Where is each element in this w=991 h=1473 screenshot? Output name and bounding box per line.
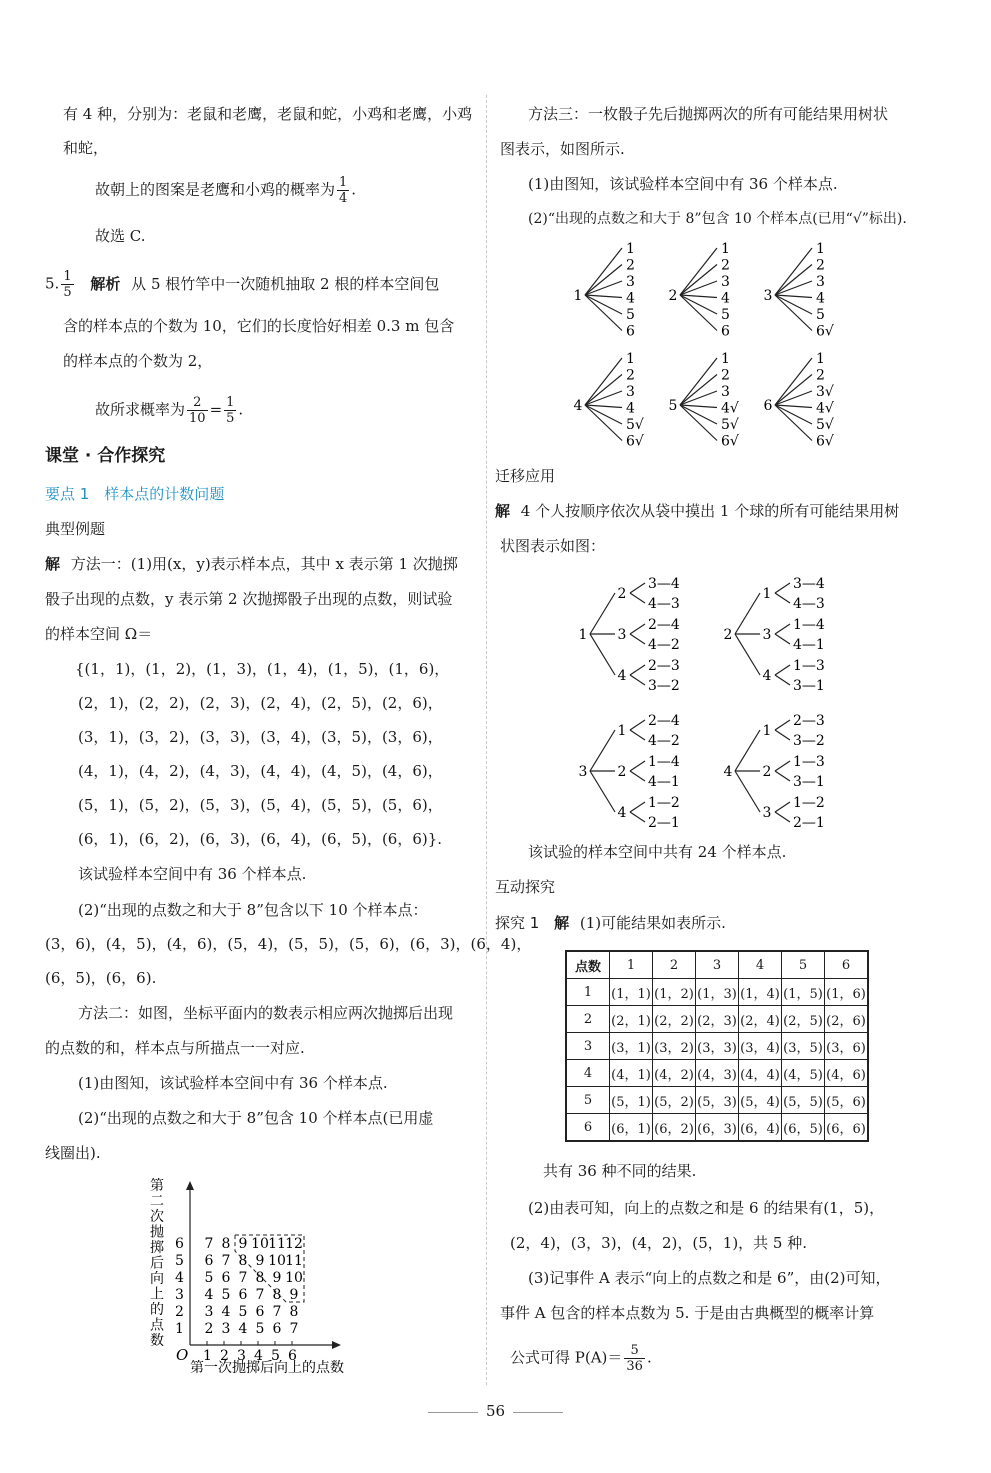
grid-cell: 5 bbox=[238, 1304, 248, 1320]
text-line: 方法三：一枚骰子先后抛掷两次的所有可能结果用树状 bbox=[528, 105, 889, 123]
omega-row: (4，1)，(4，2)，(4，3)，(4，4)，(4，5)，(4，6)， bbox=[78, 762, 443, 780]
table-row-header: 2 bbox=[566, 1006, 610, 1033]
text-line: 故选 C. bbox=[95, 227, 146, 245]
grid-cell: 6 bbox=[272, 1321, 282, 1337]
tree-node: 1 bbox=[762, 723, 772, 739]
table-header-cell: 5 bbox=[782, 951, 825, 979]
table-cell: (4，6) bbox=[825, 1060, 869, 1087]
tree-leaf: 2—4 bbox=[648, 713, 680, 729]
table-cell: (6，2) bbox=[653, 1114, 696, 1142]
table-cell: (3，3) bbox=[696, 1033, 739, 1060]
grid-cell: 11 bbox=[285, 1253, 303, 1269]
grid-cells bbox=[205, 1236, 303, 1337]
section-title: 课堂 · 合作探究 bbox=[45, 446, 166, 466]
table-cell: (1，3) bbox=[696, 979, 739, 1006]
table-cell: (6，1) bbox=[610, 1114, 653, 1142]
table-cell: (5，4) bbox=[739, 1087, 782, 1114]
grid-cell: 9 bbox=[272, 1270, 282, 1286]
table-cell: (2，1) bbox=[610, 1006, 653, 1033]
tree-leaf: 5 bbox=[816, 307, 825, 323]
grid-origin: O bbox=[176, 1346, 189, 1364]
tree-root: 3 bbox=[763, 288, 773, 304]
table-cell: (6，3) bbox=[696, 1114, 739, 1142]
dice-tree-figure bbox=[570, 240, 860, 455]
results-table bbox=[565, 950, 869, 1142]
grid-y-label-char: 抛 bbox=[150, 1224, 164, 1241]
tree-leaf: 3 bbox=[626, 384, 635, 400]
grid-y-label-char: 二 bbox=[150, 1193, 164, 1210]
table-row-header: 4 bbox=[566, 1060, 610, 1087]
transfer-line: 解 4 个人按顺序依次从袋中摸出 1 个球的所有可能结果用树 bbox=[495, 502, 900, 520]
text-line: (2)“出现的点数之和大于 8”包含 10 个样本点(已用虚 bbox=[78, 1109, 434, 1127]
grid-cell: 7 bbox=[255, 1287, 265, 1303]
text-line: 状图表示如图： bbox=[500, 537, 606, 555]
grid-cell: 6 bbox=[255, 1304, 265, 1320]
tree-leaf: 2—1 bbox=[793, 815, 825, 831]
grid-y-ticks bbox=[175, 1236, 184, 1337]
solution-label: 解 bbox=[554, 914, 570, 932]
table-cell: (5，3) bbox=[696, 1087, 739, 1114]
grid-cell: 7 bbox=[204, 1236, 214, 1252]
tree-node: 3 bbox=[617, 627, 627, 643]
text-line: (6，5)，(6，6). bbox=[45, 969, 157, 987]
grid-cell: 9 bbox=[238, 1236, 248, 1252]
tree-leaf: 4—3 bbox=[648, 596, 680, 612]
table-header-cell: 2 bbox=[653, 951, 696, 979]
tree-leaf: 3—2 bbox=[793, 733, 825, 749]
table-header-cell: 1 bbox=[610, 951, 653, 979]
tree-leaf: 4√ bbox=[816, 400, 834, 417]
tree-leaf: 1—2 bbox=[648, 795, 680, 811]
table-cell: (2，3) bbox=[696, 1006, 739, 1033]
grid-cell: 11 bbox=[268, 1236, 286, 1252]
tree-leaf: 1 bbox=[626, 241, 635, 257]
table-cell: (2，5) bbox=[782, 1006, 825, 1033]
tree-leaf: 4 bbox=[816, 290, 825, 307]
grid-cell: 10 bbox=[285, 1270, 303, 1286]
grid-cell: 10 bbox=[251, 1236, 269, 1252]
tree-leaf: 4—2 bbox=[648, 733, 680, 749]
tree-leaf: 4—1 bbox=[648, 774, 680, 790]
grid-x-tick: 2 bbox=[220, 1348, 229, 1364]
tree-leaf: 3 bbox=[816, 274, 825, 290]
grid-y-label-char: 次 bbox=[150, 1209, 164, 1225]
page-number: 56 bbox=[485, 1402, 506, 1420]
grid-cell: 4 bbox=[221, 1304, 231, 1320]
grid-y-label-char: 点 bbox=[150, 1317, 164, 1334]
grid-cell: 3 bbox=[221, 1321, 231, 1337]
grid-cell: 9 bbox=[289, 1287, 299, 1303]
table-header-cell: 3 bbox=[696, 951, 739, 979]
text-line: (2)由表可知，向上的点数之和是 6 的结果有(1，5)， bbox=[528, 1199, 885, 1217]
grid-cell: 8 bbox=[238, 1253, 248, 1269]
tree-leaf: 3—4 bbox=[648, 576, 680, 592]
transfer-title: 迁移应用 bbox=[495, 467, 556, 485]
tree-leaf: 6√ bbox=[816, 323, 834, 340]
method1-line: 解 方法一：(1)用(x，y)表示样本点，其中 x 表示第 1 次抛掷 bbox=[45, 555, 458, 573]
grid-cell: 9 bbox=[255, 1253, 265, 1269]
tree-node: 3 bbox=[762, 805, 772, 821]
text-line: 有 4 种，分别为：老鼠和老鹰，老鼠和蛇，小鸡和老鹰，小鸡 bbox=[63, 105, 473, 123]
grid-cell: 7 bbox=[238, 1270, 248, 1286]
table-cell: (6，5) bbox=[782, 1114, 825, 1142]
tree-leaf: 2—1 bbox=[648, 815, 680, 831]
tree-leaf: 2 bbox=[816, 367, 825, 384]
grid-y-label-char: 后 bbox=[150, 1255, 164, 1272]
tree-leaf: 2 bbox=[626, 257, 635, 274]
dice-tree-branch bbox=[764, 351, 834, 450]
ball-tree-branch bbox=[724, 576, 825, 694]
grid-y-tick: 3 bbox=[175, 1287, 184, 1303]
grid-cell: 6 bbox=[204, 1253, 214, 1269]
tree-node: 4 bbox=[762, 668, 772, 684]
formula-line: 公式可得 P(A)＝ $\frac{5}{36}$ . bbox=[510, 1343, 652, 1374]
explore-label: 探究 1 bbox=[495, 914, 540, 932]
tree-node: 3 bbox=[762, 627, 772, 643]
omega-row: (5，1)，(5，2)，(5，3)，(5，4)，(5，5)，(5，6)， bbox=[78, 796, 443, 814]
table-cell: (4，4) bbox=[739, 1060, 782, 1087]
tree-leaf: 6√ bbox=[721, 433, 739, 450]
grid-y-tick: 6 bbox=[175, 1236, 184, 1252]
grid-y-label-char: 掷 bbox=[150, 1240, 164, 1256]
tree-leaf: 3—1 bbox=[793, 678, 825, 694]
grid-cell: 5 bbox=[204, 1270, 214, 1286]
table-cell: (4，2) bbox=[653, 1060, 696, 1087]
tree-root: 5 bbox=[668, 398, 678, 414]
grid-cell: 7 bbox=[289, 1321, 299, 1337]
table-header-cell: 4 bbox=[739, 951, 782, 979]
tree-leaf: 5√ bbox=[626, 417, 644, 433]
tree-leaf: 6 bbox=[721, 323, 730, 340]
dice-tree-branch bbox=[574, 351, 644, 450]
grid-y-tick: 5 bbox=[175, 1253, 184, 1269]
tree-node: 4 bbox=[617, 668, 627, 684]
text-line: 骰子出现的点数，y 表示第 2 次抛掷骰子出现的点数，则试验 bbox=[45, 590, 453, 608]
table-row bbox=[566, 1114, 868, 1142]
tree-leaf: 3—2 bbox=[648, 678, 680, 694]
text: 故朝上的图案是老鹰和小鸡的概率为 bbox=[95, 180, 336, 199]
table-cell: (3，2) bbox=[653, 1033, 696, 1060]
grid-x-tick: 5 bbox=[271, 1348, 280, 1364]
grid-cell: 7 bbox=[221, 1253, 231, 1269]
grid-cell: 2 bbox=[204, 1321, 214, 1337]
tree-node: 1 bbox=[617, 723, 627, 739]
tree-leaf: 3 bbox=[626, 274, 635, 290]
tree-leaf: 4 bbox=[626, 400, 635, 417]
probability-line: 故朝上的图案是老鹰和小鸡的概率为 $\frac{1}{4}$ . bbox=[95, 175, 357, 206]
tree-leaf: 3 bbox=[721, 274, 730, 290]
table-cell: (1，5) bbox=[782, 979, 825, 1006]
text-line: 该试验样本空间中有 36 个样本点. bbox=[78, 865, 307, 883]
tree-root: 1 bbox=[578, 627, 588, 643]
column-divider bbox=[486, 95, 487, 1385]
grid-cell: 10 bbox=[268, 1253, 286, 1269]
tree-leaf: 3—1 bbox=[793, 774, 825, 790]
tree-leaf: 1 bbox=[721, 351, 730, 367]
tree-leaf: 1—3 bbox=[793, 754, 825, 770]
tree-leaf: 4—3 bbox=[793, 596, 825, 612]
table-row-header: 1 bbox=[566, 979, 610, 1006]
text-line: 共有 36 种不同的结果. bbox=[543, 1162, 697, 1180]
tree-leaf: 1—4 bbox=[648, 754, 680, 770]
table-row-header: 3 bbox=[566, 1033, 610, 1060]
tree-leaf: 3 bbox=[721, 384, 730, 400]
table-header-row bbox=[566, 951, 868, 979]
ball-tree-branch bbox=[579, 576, 680, 694]
tree-leaf: 1—3 bbox=[793, 658, 825, 674]
q5-line: 5. $\frac{1}{5}$ 解析 从 5 根竹竿中一次随机抽取 2 根的样本空间包 bbox=[45, 269, 440, 300]
grid-y-label-char: 上 bbox=[150, 1286, 164, 1303]
tree-leaf: 2 bbox=[626, 367, 635, 384]
grid-cell: 8 bbox=[289, 1304, 299, 1320]
table-row bbox=[566, 979, 868, 1006]
grid-cell: 8 bbox=[255, 1270, 265, 1286]
table-row-header: 6 bbox=[566, 1114, 610, 1142]
grid-y-label-char: 数 bbox=[150, 1333, 164, 1349]
grid-cell: 4 bbox=[204, 1287, 214, 1303]
grid-cell: 6 bbox=[221, 1270, 231, 1286]
grid-cell: 8 bbox=[272, 1287, 282, 1303]
table-cell: (5，6) bbox=[825, 1087, 869, 1114]
tree-root: 1 bbox=[573, 288, 583, 304]
grid-cell: 4 bbox=[238, 1321, 248, 1337]
table-cell: (1，6) bbox=[825, 979, 869, 1006]
text-line: 该试验的样本空间中共有 24 个样本点. bbox=[528, 843, 787, 861]
page-footer bbox=[0, 1402, 991, 1420]
omega-row: {(1，1)，(1，2)，(1，3)，(1，4)，(1，5)，(1，6)， bbox=[75, 660, 450, 678]
text-line: (3)记事件 A 表示“向上的点数之和是 6”，由(2)可知， bbox=[528, 1269, 891, 1287]
tree-node: 2 bbox=[617, 764, 627, 780]
table-cell: (4，1) bbox=[610, 1060, 653, 1087]
text-line: 线圈出). bbox=[45, 1144, 101, 1162]
grid-cell: 8 bbox=[221, 1236, 231, 1252]
table-cell: (2，4) bbox=[739, 1006, 782, 1033]
tree-leaf: 4 bbox=[721, 290, 730, 307]
grid-cell: 12 bbox=[285, 1236, 303, 1252]
table-row bbox=[566, 1006, 868, 1033]
text-line: 含的样本点的个数为 10，它们的长度恰好相差 0.3 m 包含 bbox=[63, 317, 455, 335]
tree-root: 4 bbox=[573, 398, 583, 414]
grid-cell: 3 bbox=[204, 1304, 214, 1320]
sum-grid-figure bbox=[140, 1175, 370, 1375]
table-row bbox=[566, 1060, 868, 1087]
tree-leaf: 3√ bbox=[816, 384, 834, 400]
table-cell: (5，2) bbox=[653, 1087, 696, 1114]
tree-leaf: 2—3 bbox=[648, 658, 680, 674]
key-point-title: 要点 1 样本点的计数问题 bbox=[45, 485, 225, 503]
table-cell: (2，6) bbox=[825, 1006, 869, 1033]
grid-cell: 5 bbox=[255, 1321, 265, 1337]
text-line: (1)由图知，该试验样本空间中有 36 个样本点. bbox=[78, 1074, 388, 1092]
table-header-cell: 6 bbox=[825, 951, 869, 979]
tree-leaf: 2 bbox=[721, 367, 730, 384]
tree-leaf: 4 bbox=[626, 290, 635, 307]
table-cell: (1，1) bbox=[610, 979, 653, 1006]
tree-leaf: 1 bbox=[626, 351, 635, 367]
text-line: (1)由图知，该试验样本空间中有 36 个样本点. bbox=[528, 175, 838, 193]
text-line: 和蛇， bbox=[63, 139, 109, 157]
table-cell: (5，5) bbox=[782, 1087, 825, 1114]
grid-y-axis-label bbox=[150, 1178, 165, 1349]
tree-root: 6 bbox=[763, 398, 773, 414]
table-cell: (1，4) bbox=[739, 979, 782, 1006]
tree-node: 4 bbox=[617, 805, 627, 821]
table-cell: (3，6) bbox=[825, 1033, 869, 1060]
grid-x-tick: 6 bbox=[288, 1348, 297, 1364]
interactive-title: 互动探究 bbox=[495, 878, 556, 896]
tree-leaf: 2 bbox=[721, 257, 730, 274]
grid-cell: 6 bbox=[238, 1287, 248, 1303]
question-number: 5. bbox=[45, 274, 60, 293]
table-cell: (3，5) bbox=[782, 1033, 825, 1060]
grid-y-label-char: 的 bbox=[150, 1302, 164, 1318]
grid-x-tick: 4 bbox=[254, 1348, 263, 1364]
tree-node: 2 bbox=[762, 764, 772, 780]
grid-cell: 7 bbox=[272, 1304, 282, 1320]
tree-leaf: 4√ bbox=[721, 400, 739, 417]
tree-leaf: 2 bbox=[816, 257, 825, 274]
tree-leaf: 1 bbox=[816, 351, 825, 367]
omega-row: (3，1)，(3，2)，(3，3)，(3，4)，(3，5)，(3，6)， bbox=[78, 728, 443, 746]
grid-x-label: 第一次抛掷后向上的点数 bbox=[190, 1360, 344, 1375]
text-line: 方法二：如图，坐标平面内的数表示相应两次抛掷后出现 bbox=[78, 1004, 454, 1022]
text-line: (2，4)，(3，3)，(4，2)，(5，1)，共 5 种. bbox=[510, 1234, 808, 1252]
tree-leaf: 5 bbox=[721, 307, 730, 323]
omega-row: (2，1)，(2，2)，(2，3)，(2，4)，(2，5)，(2，6)， bbox=[78, 694, 443, 712]
text-line: (2)“出现的点数之和大于 8”包含以下 10 个样本点： bbox=[78, 901, 428, 919]
grid-y-tick: 1 bbox=[175, 1321, 184, 1337]
table-header-cell: 点数 bbox=[566, 951, 610, 979]
fraction: $\frac{1}{4}$ bbox=[339, 175, 348, 206]
grid-x-tick: 3 bbox=[237, 1348, 246, 1364]
grid-x-tick: 1 bbox=[203, 1348, 212, 1364]
tree-node: 1 bbox=[762, 586, 772, 602]
tree-leaf: 2—4 bbox=[648, 617, 680, 633]
table-cell: (4，5) bbox=[782, 1060, 825, 1087]
grid-cell: 5 bbox=[221, 1287, 231, 1303]
tree-root: 3 bbox=[578, 764, 588, 780]
table-row-header: 5 bbox=[566, 1087, 610, 1114]
tree-root: 2 bbox=[723, 627, 733, 643]
grid-y-tick: 4 bbox=[175, 1270, 184, 1286]
table-cell: (3，1) bbox=[610, 1033, 653, 1060]
tree-leaf: 4—2 bbox=[648, 637, 680, 653]
text-line: (3，6)，(4，5)，(4，6)，(5，4)，(5，5)，(5，6)，(6，3)，(6，4)， bbox=[45, 935, 532, 953]
table-cell: (5，1) bbox=[610, 1087, 653, 1114]
dice-tree-branch bbox=[764, 241, 834, 340]
table-row bbox=[566, 1033, 868, 1060]
tree-node: 2 bbox=[617, 586, 627, 602]
omega-row: (6，1)，(6，2)，(6，3)，(6，4)，(6，5)，(6，6)}. bbox=[78, 830, 443, 848]
table-cell: (1，2) bbox=[653, 979, 696, 1006]
text-line: (2)“出现的点数之和大于 8”包含 10 个样本点(已用“√”标出). bbox=[528, 211, 907, 227]
tree-leaf: 1 bbox=[721, 241, 730, 257]
text-line: 的样本点的个数为 2， bbox=[63, 352, 213, 370]
solution-label: 解 bbox=[45, 555, 61, 573]
explore-line: 探究 1 解 (1)可能结果如表所示. bbox=[495, 914, 726, 932]
subsection-title: 典型例题 bbox=[45, 520, 106, 538]
table-row bbox=[566, 1087, 868, 1114]
tree-leaf: 5 bbox=[626, 307, 635, 323]
table-cell: (4，3) bbox=[696, 1060, 739, 1087]
tree-leaf: 3—4 bbox=[793, 576, 825, 592]
tree-leaf: 6√ bbox=[816, 433, 834, 450]
ball-tree-branch bbox=[724, 713, 825, 831]
tree-leaf: 1—2 bbox=[793, 795, 825, 811]
ball-tree-figure bbox=[575, 568, 875, 833]
tree-leaf: 4—1 bbox=[793, 637, 825, 653]
solution-label: 解 bbox=[495, 502, 511, 520]
text-line: 图表示，如图所示. bbox=[500, 140, 625, 158]
text-line: 事件 A 包含的样本点数为 5. 于是由古典概型的概率计算 bbox=[500, 1304, 875, 1322]
tree-leaf: 5√ bbox=[816, 417, 834, 433]
table-cell: (6，4) bbox=[739, 1114, 782, 1142]
dice-tree-branch bbox=[669, 351, 739, 450]
fraction: $\frac{1}{5}$ bbox=[63, 269, 72, 300]
tree-leaf: 1—4 bbox=[793, 617, 825, 633]
dice-tree-branch bbox=[574, 241, 635, 340]
text-line: 的样本空间 Ω＝ bbox=[45, 625, 153, 643]
tree-leaf: 2—3 bbox=[793, 713, 825, 729]
probability-line: 故所求概率为 $\frac{2}{10}$ = $\frac{1}{5}$ . bbox=[95, 395, 244, 426]
table-cell: (3，4) bbox=[739, 1033, 782, 1060]
grid-y-label-char: 第 bbox=[150, 1178, 164, 1194]
table-cell: (6，6) bbox=[825, 1114, 869, 1142]
ball-tree-branch bbox=[579, 713, 680, 831]
dice-tree-branch bbox=[669, 241, 730, 340]
grid-y-label-char: 向 bbox=[150, 1271, 164, 1287]
text-line: 的点数的和，样本点与所描点一一对应. bbox=[45, 1039, 305, 1057]
analysis-label: 解析 bbox=[90, 274, 121, 293]
tree-leaf: 6 bbox=[626, 323, 635, 340]
grid-y-tick: 2 bbox=[175, 1304, 184, 1320]
tree-root: 4 bbox=[723, 764, 733, 780]
tree-leaf: 5√ bbox=[721, 417, 739, 433]
table-cell: (2，2) bbox=[653, 1006, 696, 1033]
tree-root: 2 bbox=[668, 288, 678, 304]
tree-leaf: 1 bbox=[816, 241, 825, 257]
tree-leaf: 6√ bbox=[626, 433, 644, 450]
